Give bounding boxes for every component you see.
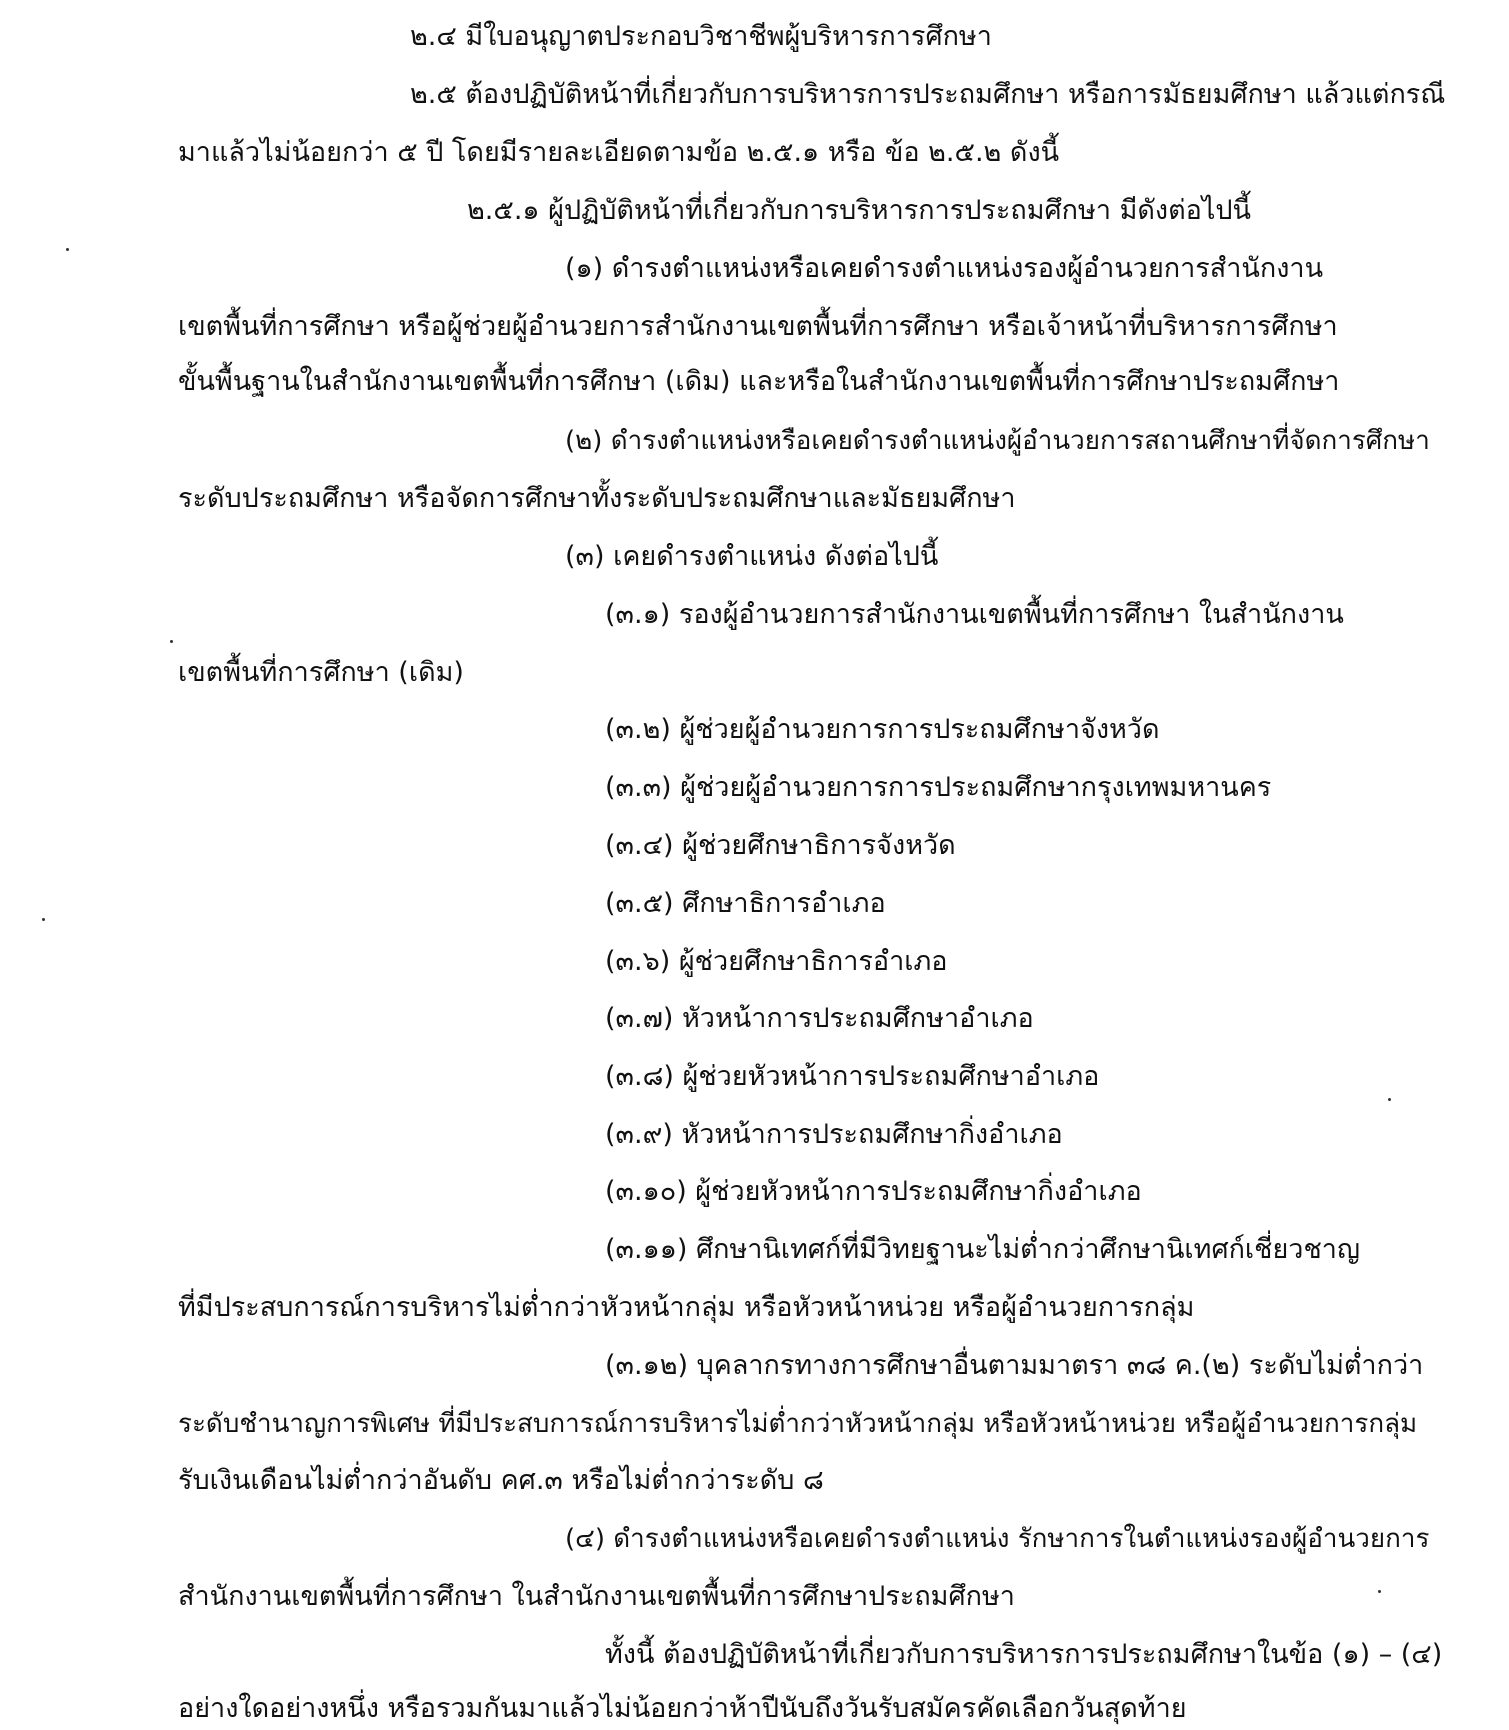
doc-line-item-3-12: (๓.๑๒) บุคลากรทางการศึกษาอื่นตามมาตรา ๓๘ ค.(๒) ระดับไม่ต่ำกว่า	[605, 1350, 1424, 1381]
doc-line-item-3-10: (๓.๑๐) ผู้ช่วยหัวหน้าการประถมศึกษากิ่งอำเภอ	[605, 1176, 1142, 1207]
doc-line-item-3-7: (๓.๗) หัวหน้าการประถมศึกษาอำเภอ	[605, 1003, 1034, 1034]
doc-line-item-3-5: (๓.๕) ศึกษาธิการอำเภอ	[605, 888, 886, 919]
scan-speck	[66, 248, 69, 251]
doc-line-item-1-cont-b: ขั้นพื้นฐานในสำนักงานเขตพื้นที่การศึกษา (เดิม) และหรือในสำนักงานเขตพื้นที่การศึกษาประถมศึกษา	[178, 366, 1340, 397]
doc-line-item-3-2: (๓.๒) ผู้ช่วยผู้อำนวยการการประถมศึกษาจังหวัด	[605, 714, 1160, 745]
doc-line-summary-cont: อย่างใดอย่างหนึ่ง หรือรวมกันมาแล้วไม่น้อยกว่าห้าปีนับถึงวันรับสมัครคัดเลือกวันสุดท้าย	[178, 1693, 1187, 1724]
doc-line-item-2: (๒) ดำรงตำแหน่งหรือเคยดำรงตำแหน่งผู้อำนวยการสถานศึกษาที่จัดการศึกษา	[565, 426, 1430, 456]
doc-line-item-4: (๔) ดำรงตำแหน่งหรือเคยดำรงตำแหน่ง รักษาการในตำแหน่งรองผู้อำนวยการ	[565, 1524, 1430, 1554]
doc-line-2-4: ๒.๔ มีใบอนุญาตประกอบวิชาชีพผู้บริหารการศึกษา	[410, 21, 992, 52]
doc-line-2-5-cont: มาแล้วไม่น้อยกว่า ๕ ปี โดยมีรายละเอียดตามข้อ ๒.๕.๑ หรือ ข้อ ๒.๕.๒ ดังนี้	[178, 137, 1060, 168]
doc-line-item-3-1: (๓.๑) รองผู้อำนวยการสำนักงานเขตพื้นที่การศึกษา ในสำนักงาน	[605, 599, 1344, 630]
doc-line-item-3-4: (๓.๔) ผู้ช่วยศึกษาธิการจังหวัด	[605, 830, 956, 861]
doc-line-item-4-cont: สำนักงานเขตพื้นที่การศึกษา ในสำนักงานเขตพื้นที่การศึกษาประถมศึกษา	[178, 1581, 1015, 1612]
doc-line-item-3-12-cont-a: ระดับชำนาญการพิเศษ ที่มีประสบการณ์การบริหารไม่ต่ำกว่าหัวหน้ากลุ่ม หรือหัวหน้าหน่วย หรือผู้อำนวยการกลุ่ม	[178, 1409, 1418, 1439]
doc-line-2-5-1: ๒.๕.๑ ผู้ปฏิบัติหน้าที่เกี่ยวกับการบริหารการประถมศึกษา มีดังต่อไปนี้	[467, 195, 1252, 226]
doc-line-item-3: (๓) เคยดำรงตำแหน่ง ดังต่อไปนี้	[565, 541, 939, 572]
doc-line-item-1-cont-a: เขตพื้นที่การศึกษา หรือผู้ช่วยผู้อำนวยการสำนักงานเขตพื้นที่การศึกษา หรือเจ้าหน้าที่บริหารการศึกษา	[178, 311, 1338, 342]
scan-speck	[170, 640, 173, 643]
doc-line-item-3-6: (๓.๖) ผู้ช่วยศึกษาธิการอำเภอ	[605, 946, 948, 977]
scan-speck	[1378, 1590, 1381, 1593]
doc-line-item-3-1-cont: เขตพื้นที่การศึกษา (เดิม)	[178, 657, 464, 688]
doc-line-item-3-9: (๓.๙) หัวหน้าการประถมศึกษากิ่งอำเภอ	[605, 1119, 1063, 1150]
doc-line-2-5: ๒.๕ ต้องปฏิบัติหน้าที่เกี่ยวกับการบริหารการประถมศึกษา หรือการมัธยมศึกษา แล้วแต่กรณี	[410, 79, 1446, 110]
doc-line-item-3-12-cont-b: รับเงินเดือนไม่ต่ำกว่าอันดับ คศ.๓ หรือไม่ต่ำกว่าระดับ ๘	[178, 1465, 824, 1496]
doc-line-item-3-8: (๓.๘) ผู้ช่วยหัวหน้าการประถมศึกษาอำเภอ	[605, 1061, 1100, 1092]
doc-line-item-2-cont: ระดับประถมศึกษา หรือจัดการศึกษาทั้งระดับประถมศึกษาและมัธยมศึกษา	[178, 483, 1016, 514]
doc-line-item-1: (๑) ดำรงตำแหน่งหรือเคยดำรงตำแหน่งรองผู้อำนวยการสำนักงาน	[565, 253, 1324, 284]
scan-speck	[42, 918, 45, 921]
doc-line-item-3-3: (๓.๓) ผู้ช่วยผู้อำนวยการการประถมศึกษากรุงเทพมหานคร	[605, 772, 1272, 803]
scan-speck	[1388, 1098, 1391, 1101]
doc-line-item-3-11: (๓.๑๑) ศึกษานิเทศก์ที่มีวิทยฐานะไม่ต่ำกว่าศึกษานิเทศก์เชี่ยวชาญ	[605, 1234, 1360, 1265]
doc-line-item-3-11-cont: ที่มีประสบการณ์การบริหารไม่ต่ำกว่าหัวหน้ากลุ่ม หรือหัวหน้าหน่วย หรือผู้อำนวยการกลุ่ม	[178, 1292, 1195, 1323]
doc-line-summary: ทั้งนี้ ต้องปฏิบัติหน้าที่เกี่ยวกับการบริหารการประถมศึกษาในข้อ (๑) – (๔)	[605, 1639, 1443, 1670]
